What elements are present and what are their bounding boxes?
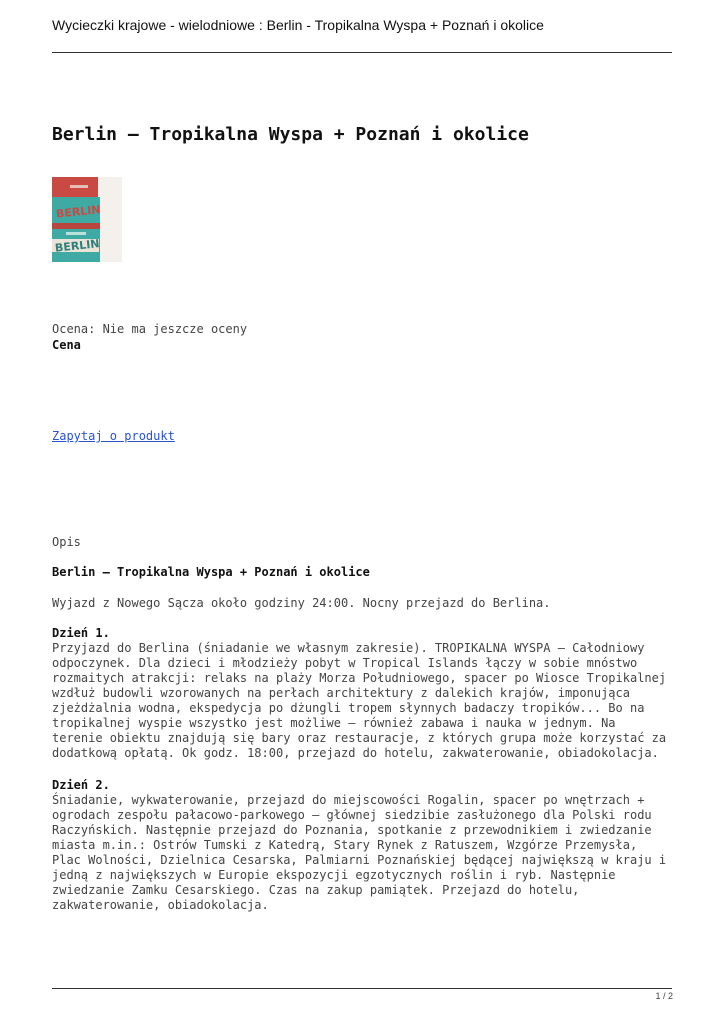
day-1-label: Dzień 1. (52, 626, 110, 640)
description-intro: Wyjazd z Nowego Sącza około godziny 24:00. Nocny przejazd do Berlina. (52, 596, 551, 610)
ask-about-product-link[interactable]: Zapytaj o produkt (52, 429, 175, 443)
description-section-label: Opis (52, 535, 81, 549)
header-divider (52, 52, 672, 53)
day-2-block (52, 778, 110, 793)
product-title: Berlin – Tropikalna Wyspa + Poznań i okolice (52, 124, 529, 145)
document-header-title: Wycieczki krajowe - wielodniowe : Berlin - Tropikalna Wyspa + Poznań i okolice (52, 17, 544, 33)
day-1-block (52, 626, 110, 641)
page-number: 1 / 2 (655, 991, 673, 1001)
rating-text: Ocena: Nie ma jeszcze oceny (52, 322, 248, 336)
day-2-label: Dzień 2. (52, 778, 110, 792)
image-text-berlin-bottom: BERLIN (54, 237, 101, 255)
day-1-text: Przyjazd do Berlina (śniadanie we własnym zakresie). TROPIKALNA WYSPA – Całodniowy odpoczynek. Dla dzieci i młodzieży pobyt w Tropical Islands łączy w sobie mnóstwo rozmaitych atrakcji: relaks na plaży Morza Południowego, spacer po Wiosce Tropikalnej wzdłuż budowli wzorowanych na perłach architektury z dalekich krajów, imponująca zjeżdżalnia wodna, ekspedycja po dżungli tropem słynnych badaczy tropików... Bo na tropikalnej wyspie wszystko jest możliwe – również zabawa i nauka w jednym. Na terenie obiektu znajdują się bary oraz restauracje, z których grupa może korzystać za dodatkową opłatą. Ok godz. 18:00, przejazd do hotelu, zakwaterowanie, obiadokolacja. (52, 641, 667, 760)
image-text-berlin-top: BERLIN (55, 203, 102, 221)
berlin-postcards-image (52, 177, 122, 262)
footer-divider (52, 988, 672, 989)
description-heading: Berlin – Tropikalna Wyspa + Poznań i okolice (52, 565, 370, 579)
price-label: Cena (52, 338, 81, 352)
day-2-text: Śniadanie, wykwaterowanie, przejazd do miejscowości Rogalin, spacer po wnętrzach + ogrodach zespołu pałacowo-parkowego – głównej siedzibie zasłużonego dla Polski rodu Raczyńskich. Następnie przejazd do Poznania, spotkanie z przewodnikiem i zwiedzanie miasta m.in.: Ostrów Tumski z Katedrą, Stary Rynek z Ratuszem, Wzgórze Przemysła, Plac Wolności, Dzielnica Cesarska, Palmiarni Poznańskiej będącej największą w kraju i jedną z największych w Europie ekspozycji egzotycznych roślin i ryb. Następnie zwiedzanie Zamku Cesarskiego. Czas na zakup pamiątek. Przejazd do hotelu, zakwaterowanie, obiadokolacja. (52, 793, 667, 912)
product-image[interactable] (52, 177, 122, 262)
